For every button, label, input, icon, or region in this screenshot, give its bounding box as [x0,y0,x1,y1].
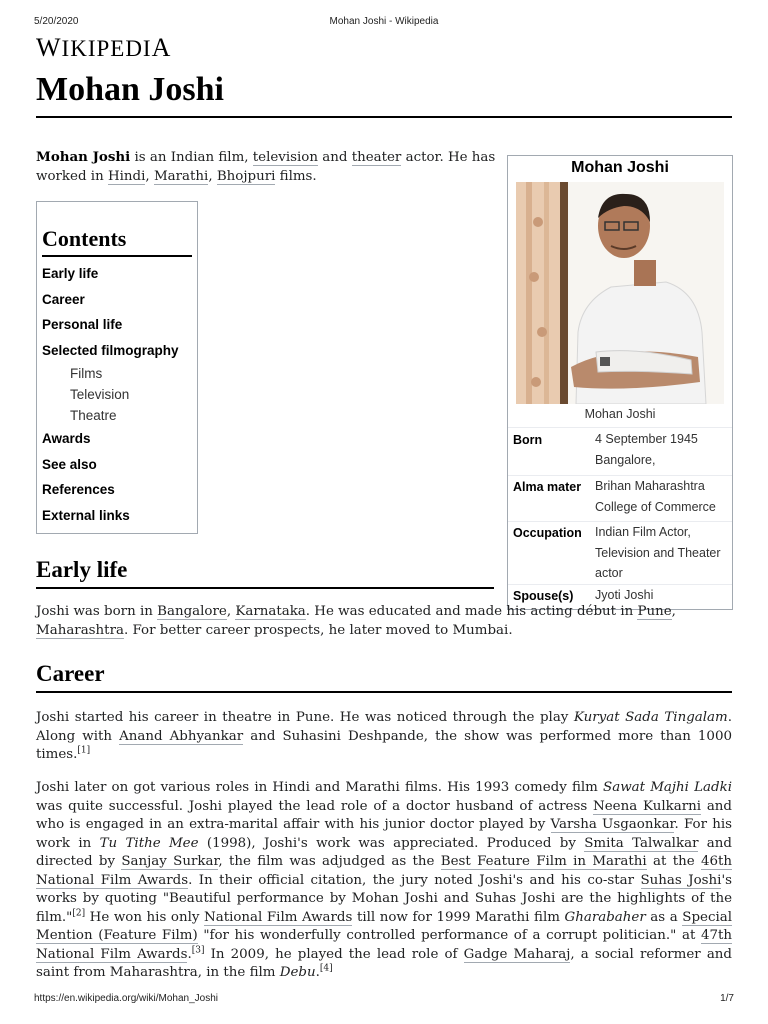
page-title: Mohan Joshi [36,70,732,118]
print-url: https://en.wikipedia.org/wiki/Mohan_Joshi [34,993,218,1004]
link-47th-national-film-awards[interactable]: 47th National Film Awards [36,928,733,962]
link-anand-abhyankar[interactable]: Anand Abhyankar [119,728,244,744]
link-gadge-maharaj[interactable]: Gadge Maharaj [463,946,571,962]
link-neena-kulkarni[interactable]: Neena Kulkarni [593,798,702,814]
toc-list [42,261,192,528]
alma-mater-label: Alma mater [513,480,582,494]
toc-item-films[interactable]: Films [70,366,103,381]
toc-item-see-also[interactable]: See also [42,456,97,472]
print-footer [0,993,768,1007]
alma-mater-link[interactable]: Brihan Maharashtra College of Commerce [595,479,716,514]
print-page-number: 1/7 [720,993,734,1004]
infobox-row-alma-mater [508,475,732,522]
toc-item-theatre[interactable]: Theatre [70,408,117,423]
link-bhojpuri[interactable]: Bhojpuri [216,168,276,184]
link-46th-national-film-awards[interactable]: 46th National Film Awards [36,854,732,888]
print-header [0,16,768,30]
infobox-caption: Mohan Joshi [584,407,656,421]
link-pune[interactable]: Pune [637,604,672,619]
toc-item-awards[interactable]: Awards [42,431,91,446]
link-hindi[interactable]: Hindi [107,168,146,184]
infobox [507,155,733,610]
ref-3[interactable]: [3] [191,945,205,956]
ref-1[interactable]: [1] [77,745,91,756]
portrait-image [516,182,724,404]
born-label: Born [513,433,543,447]
ref-4[interactable]: [4] [319,963,333,974]
toc-item-early-life[interactable]: Early life [42,266,99,281]
toc-item-external-links[interactable]: External links [42,507,130,523]
spouse-value: Jyoti Joshi [595,588,654,602]
link-varsha-usgaonkar[interactable]: Varsha Usgaonkar [550,817,675,832]
toc-title: Contents [42,226,192,257]
intro-name: Mohan Joshi [36,149,131,165]
link-bangalore[interactable]: Bangalore [157,604,227,619]
print-title: Mohan Joshi - Wikipedia [329,16,439,27]
table-of-contents [36,201,198,534]
toc-item-personal-life[interactable]: Personal life [42,317,123,332]
infobox-title: Mohan Joshi [571,159,669,176]
spouse-label: Spouse(s) [513,589,574,603]
intro-paragraph: Mohan Joshi is an Indian film, television and theater actor. He has worked in Hindi, Marathi, Bhojpuri films. [36,149,496,184]
link-marathi[interactable]: Marathi [153,168,209,184]
link-national-film-awards[interactable]: National Film Awards [204,909,353,925]
toc-item-career[interactable]: Career [42,291,85,307]
early-life-paragraph: Joshi was born in Bangalore, Karnataka. He was educated and made his acting début in Pune, Maharashtra. For better career prospects, he later moved to Mumbai. [36,604,676,638]
link-television[interactable]: television [252,150,318,165]
link-theater[interactable]: theater [351,150,402,165]
link-karnataka[interactable]: Karnataka [235,604,306,619]
career-paragraph-2: Joshi later on got various roles in Hindi and Marathi films. His 1993 comedy film Sawat Majhi Ladki was quite successful. Joshi played the lead role of a doctor husband of actress Neena Kulkarni and who is engaged in an extra-marital affair with his junior doctor played by Varsha Usgaonkar. For his work in Tu Tithe Mee (1998), Joshi's work was appreciated. Produced by Smita Talwalkar and directed by Sanjay Surkar, the film was adjudged as the Best Feature Film in Marathi at the 46th National Film Awards. In their official citation, the jury noted Joshi's and his co-star Suhas Joshi's works by quoting "Beautiful performance by Mohan Joshi and Suhas Joshi are the highlights of the film."[2] He won his only National Film Awards till now for 1999 Marathi film Gharabaher as a Special Mention (Feature Film) "for his wonderfully controlled performance of a corrupt politician." at 47th National Film Awards.[3] In 2009, he played the lead role of Gadge Maharaj, a social reformer and saint from Maharashtra, in the film Debu.[4] [36,780,733,980]
career-paragraph-1: Joshi started his career in theatre in Pune. He was noticed through the play Kuryat Sada Tingalam. Along with Anand Abhyankar and Suhasini Deshpande, the show was performed more than 1000 times.[1] [36,710,732,762]
heading-early-life: Early life [36,556,494,589]
link-special-mention[interactable]: Special Mention (Feature Film) [36,909,733,943]
link-suhas-joshi[interactable]: Suhas Joshi [640,872,722,888]
link-maharashtra[interactable]: Maharashtra [36,622,124,638]
infobox-row-born [508,427,732,476]
infobox-row-occupation [508,521,732,585]
print-date: 5/20/2020 [34,16,79,27]
toc-item-selected-filmography[interactable]: Selected filmography [42,342,179,358]
occupation-label: Occupation [513,526,582,540]
wikipedia-wordmark[interactable]: WIKIPEDIA [36,33,172,62]
heading-career: Career [36,660,732,693]
portrait-photo[interactable] [516,182,724,404]
link-best-feature-film-marathi[interactable]: Best Feature Film in Marathi [440,854,647,869]
link-sanjay-surkar[interactable]: Sanjay Surkar [121,854,219,869]
occupation-value: Indian Film Actor, Television and Theater actor [595,525,721,580]
toc-item-references[interactable]: References [42,482,115,497]
ref-2[interactable]: [2] [72,908,86,919]
toc-item-television[interactable]: Television [70,387,130,402]
born-value: 4 September 1945 Bangalore, [595,432,698,467]
link-smita-talwalkar[interactable]: Smita Talwalkar [584,835,699,851]
